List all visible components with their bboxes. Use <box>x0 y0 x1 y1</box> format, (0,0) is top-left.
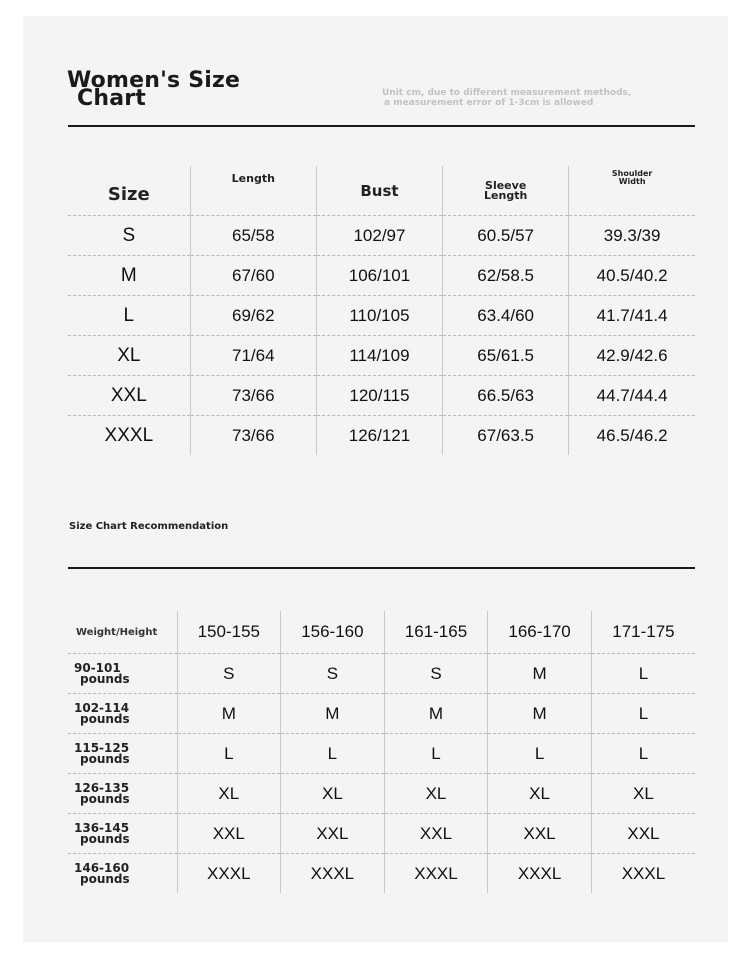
weight-range: 115-125 <box>74 740 130 755</box>
cell-shoulder-width: 40.5/40.2 <box>569 256 695 296</box>
header-height-range: 171-175 <box>591 611 695 654</box>
cell-sleeve-length: 65/61.5 <box>443 336 569 376</box>
header-height-range: 161-165 <box>384 611 488 654</box>
cell-recommended-size: XL <box>384 774 488 814</box>
cell-length: 67/60 <box>190 256 316 296</box>
weight-unit: pounds <box>80 671 130 686</box>
cell-recommended-size: S <box>177 654 281 694</box>
cell-recommended-size: M <box>281 694 385 734</box>
page-title <box>67 68 257 111</box>
cell-recommended-size: L <box>281 734 385 774</box>
cell-recommended-size: L <box>177 734 281 774</box>
cell-recommended-size: XXL <box>488 814 592 854</box>
cell-recommended-size: XL <box>281 774 385 814</box>
weight-unit: pounds <box>80 711 130 726</box>
cell-bust: 120/115 <box>316 376 442 416</box>
weight-unit: pounds <box>80 791 130 806</box>
cell-size: XXL <box>68 376 190 416</box>
cell-recommended-size: XXXL <box>488 854 592 894</box>
cell-length: 71/64 <box>190 336 316 376</box>
size-row <box>68 336 695 376</box>
recommendation-row <box>68 694 695 734</box>
header-height-range: 156-160 <box>281 611 385 654</box>
recommendation-header <box>68 611 695 654</box>
cell-shoulder-width: 44.7/44.4 <box>569 376 695 416</box>
weight-range: 102-114 <box>74 700 130 715</box>
recommendation-row <box>68 654 695 694</box>
cell-size: M <box>68 256 190 296</box>
cell-sleeve-length: 67/63.5 <box>443 416 569 456</box>
cell-bust: 114/109 <box>316 336 442 376</box>
cell-recommended-size: XXXL <box>281 854 385 894</box>
cell-sleeve-length: 60.5/57 <box>443 216 569 256</box>
header-sleeve-line-2: Length <box>484 188 528 202</box>
header-length: Length <box>190 166 316 216</box>
cell-recommended-size: S <box>281 654 385 694</box>
size-table <box>68 166 695 455</box>
cell-recommended-size: XL <box>591 774 695 814</box>
cell-recommended-size: S <box>384 654 488 694</box>
weight-range: 146-160 <box>74 860 130 875</box>
recommendation-row <box>68 774 695 814</box>
cell-recommended-size: XXL <box>591 814 695 854</box>
header-height-range: 150-155 <box>177 611 281 654</box>
recommendation-row <box>68 854 695 894</box>
cell-length: 73/66 <box>190 416 316 456</box>
cell-weight <box>68 654 177 694</box>
cell-length: 73/66 <box>190 376 316 416</box>
weight-range: 136-145 <box>74 820 130 835</box>
recommendation-title: Size Chart Recommendation <box>69 521 229 532</box>
cell-recommended-size: L <box>591 694 695 734</box>
cell-recommended-size: XXL <box>384 814 488 854</box>
cell-recommended-size: L <box>591 734 695 774</box>
header-sleeve-line-1: Sleeve <box>485 178 527 192</box>
cell-weight <box>68 854 177 894</box>
cell-recommended-size: L <box>591 654 695 694</box>
size-row <box>68 216 695 256</box>
cell-recommended-size: XXXL <box>384 854 488 894</box>
cell-recommended-size: XXL <box>177 814 281 854</box>
recommendation-row <box>68 814 695 854</box>
cell-length: 69/62 <box>190 296 316 336</box>
header-sleeve-length <box>443 166 569 216</box>
cell-recommended-size: M <box>177 694 281 734</box>
cell-bust: 126/121 <box>316 416 442 456</box>
cell-recommended-size: M <box>488 694 592 734</box>
cell-recommended-size: XL <box>488 774 592 814</box>
header-weight-height: Weight/Height <box>68 611 177 654</box>
cell-weight <box>68 694 177 734</box>
cell-recommended-size: M <box>384 694 488 734</box>
cell-shoulder-width: 39.3/39 <box>569 216 695 256</box>
cell-recommended-size: L <box>384 734 488 774</box>
weight-unit: pounds <box>80 831 130 846</box>
cell-recommended-size: XXXL <box>591 854 695 894</box>
cell-size: S <box>68 216 190 256</box>
cell-weight <box>68 814 177 854</box>
recommendation-divider <box>68 567 695 569</box>
cell-size: XXXL <box>104 424 154 446</box>
cell-recommended-size: L <box>488 734 592 774</box>
note-line-1: Unit cm, due to different measurement methods, <box>382 88 632 98</box>
header-shoulder-line-2: Width <box>618 177 646 186</box>
header-height-range: 166-170 <box>488 611 592 654</box>
cell-size: XL <box>68 336 190 376</box>
size-row <box>68 416 695 456</box>
weight-unit: pounds <box>80 871 130 886</box>
weight-range: 126-135 <box>74 780 130 795</box>
cell-sleeve-length: 63.4/60 <box>443 296 569 336</box>
cell-weight <box>68 774 177 814</box>
header-bust: Bust <box>316 166 442 216</box>
cell-recommended-size: M <box>488 654 592 694</box>
header-shoulder-width <box>569 166 695 216</box>
cell-weight <box>68 734 177 774</box>
title-line-2: Chart <box>77 86 147 111</box>
measurement-note <box>382 88 662 108</box>
weight-range: 90-101 <box>74 660 121 675</box>
cell-sleeve-length: 62/58.5 <box>443 256 569 296</box>
cell-recommended-size: XXL <box>281 814 385 854</box>
size-table-header <box>68 166 695 216</box>
cell-sleeve-length: 66.5/63 <box>443 376 569 416</box>
cell-size: L <box>68 296 190 336</box>
size-row <box>68 376 695 416</box>
size-row <box>68 256 695 296</box>
note-line-2: a measurement error of 1-3cm is allowed <box>384 98 594 108</box>
weight-unit: pounds <box>80 751 130 766</box>
title-line-1: Women's Size <box>67 68 241 93</box>
cell-shoulder-width: 42.9/42.6 <box>569 336 695 376</box>
cell-bust: 106/101 <box>316 256 442 296</box>
cell-bust: 110/105 <box>316 296 442 336</box>
header-size: Size <box>68 166 190 216</box>
size-row <box>68 296 695 336</box>
recommendation-table <box>68 611 695 893</box>
title-divider <box>68 125 695 127</box>
header-shoulder-line-1: Shoulder <box>611 169 653 178</box>
cell-recommended-size: XXXL <box>177 854 281 894</box>
cell-shoulder-width: 41.7/41.4 <box>569 296 695 336</box>
cell-length: 65/58 <box>190 216 316 256</box>
cell-recommended-size: XL <box>177 774 281 814</box>
recommendation-row <box>68 734 695 774</box>
cell-bust: 102/97 <box>316 216 442 256</box>
cell-shoulder-width: 46.5/46.2 <box>569 416 695 456</box>
